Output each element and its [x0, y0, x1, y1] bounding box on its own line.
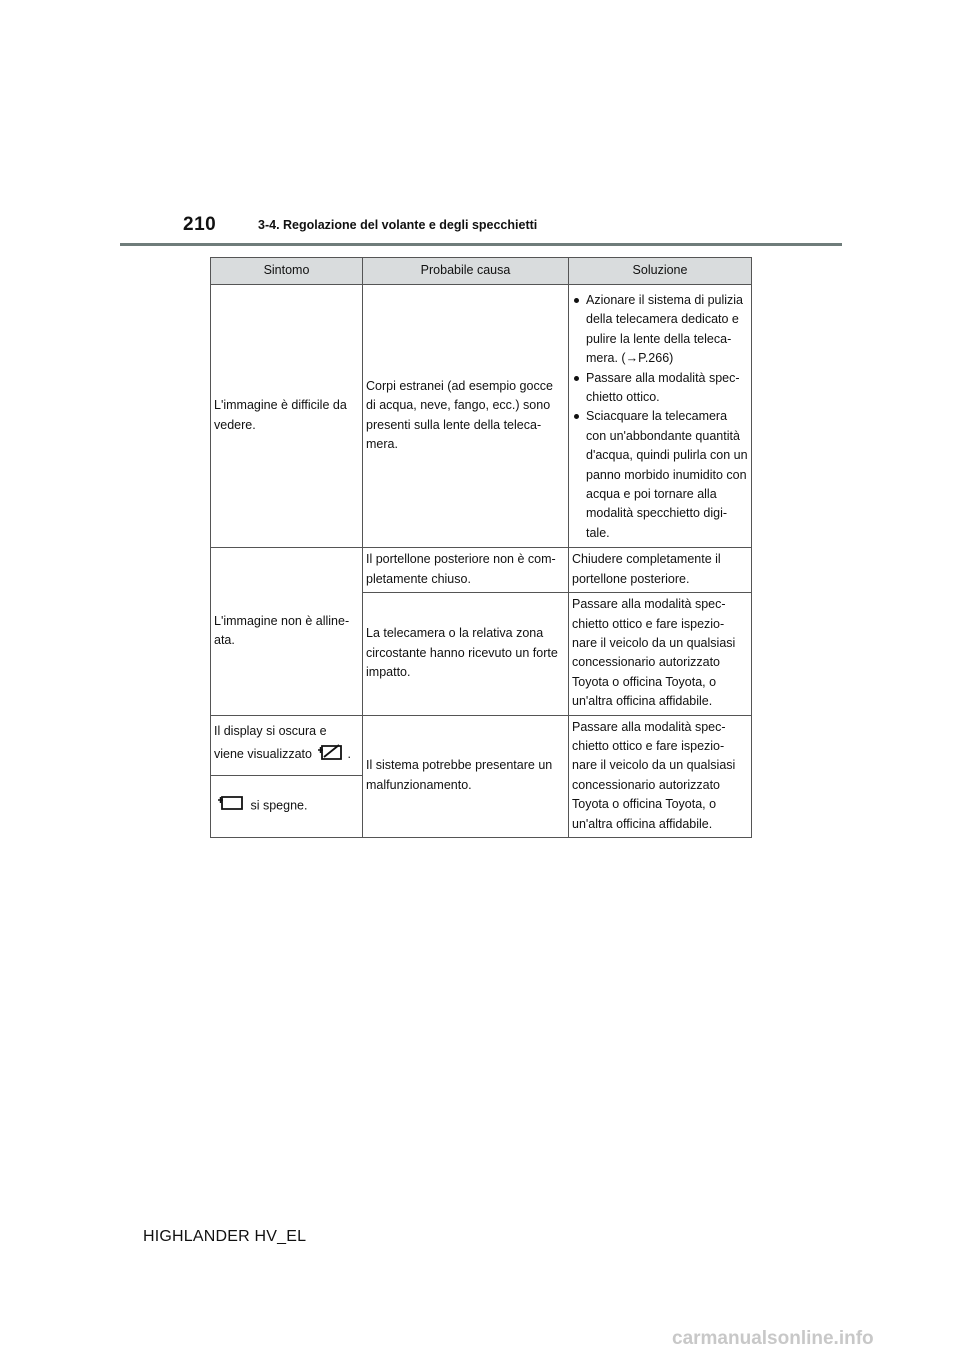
- symptom-cell: [211, 775, 363, 837]
- symptom-text: si spegne.: [250, 798, 308, 813]
- solution-list: [572, 291, 748, 543]
- symptom-cell: L'immagine non è alline-ata.: [211, 548, 363, 715]
- cause-cell: Il sistema potrebbe presentare un malfunzionamento.: [363, 715, 569, 837]
- section-title: 3-4. Regolazione del volante e degli specchietti: [258, 218, 538, 232]
- cause-cell: La telecamera o la relativa zona circostante hanno ricevuto un forte impatto.: [363, 593, 569, 715]
- mirror-warning-icon: [318, 742, 344, 767]
- table-row: [211, 548, 752, 593]
- table-row: [211, 285, 752, 548]
- symptom-cell: [211, 715, 363, 775]
- solution-cell: Passare alla modalità spec-chietto ottico e fare ispezio-nare il veicolo da un qualsiasi concessionario autorizzato Toyota o officina Toyota, o un'altra officina affidabile.: [569, 715, 752, 837]
- column-header-solution: Soluzione: [569, 258, 752, 285]
- table-header-row: [211, 258, 752, 285]
- page-number: 210: [183, 214, 217, 235]
- symptom-text: Il display si oscura e viene visualizzato: [214, 724, 327, 761]
- solution-cell: Chiudere completamente il portellone posteriore.: [569, 548, 752, 593]
- symptom-text-end: .: [347, 746, 351, 761]
- cause-cell: Il portellone posteriore non è com-pletamente chiuso.: [363, 548, 569, 593]
- solution-cell: Passare alla modalità spec-chietto ottico e fare ispezio-nare il veicolo da un qualsiasi concessionario autorizzato Toyota o officina Toyota, o un'altra officina affidabile.: [569, 593, 752, 715]
- solution-item: Azionare il sistema di pulizia della telecamera dedicato e pulire la lente della teleca-mera. (→P.266): [572, 291, 748, 369]
- column-header-cause: Probabile causa: [363, 258, 569, 285]
- symptom-cell: L'immagine è difficile da vedere.: [211, 285, 363, 548]
- column-header-symptom: Sintomo: [211, 258, 363, 285]
- table-row: [211, 715, 752, 775]
- header-divider: [120, 243, 842, 246]
- mirror-icon: [218, 795, 244, 817]
- footer-model-label: HIGHLANDER HV_EL: [143, 1228, 307, 1245]
- solution-item: Sciacquare la telecamera con un'abbondante quantità d'acqua, quindi pulirla con un panno morbido inumidito con acqua e poi tornare alla modalità specchietto digi-tale.: [572, 407, 748, 543]
- troubleshooting-table: [210, 257, 752, 838]
- watermark: carmanualsonline.info: [672, 1328, 874, 1349]
- solution-cell: [569, 285, 752, 548]
- cause-cell: Corpi estranei (ad esempio gocce di acqua, neve, fango, ecc.) sono presenti sulla lente della teleca-mera.: [363, 285, 569, 548]
- solution-item: Passare alla modalità spec-chietto ottico.: [572, 369, 748, 408]
